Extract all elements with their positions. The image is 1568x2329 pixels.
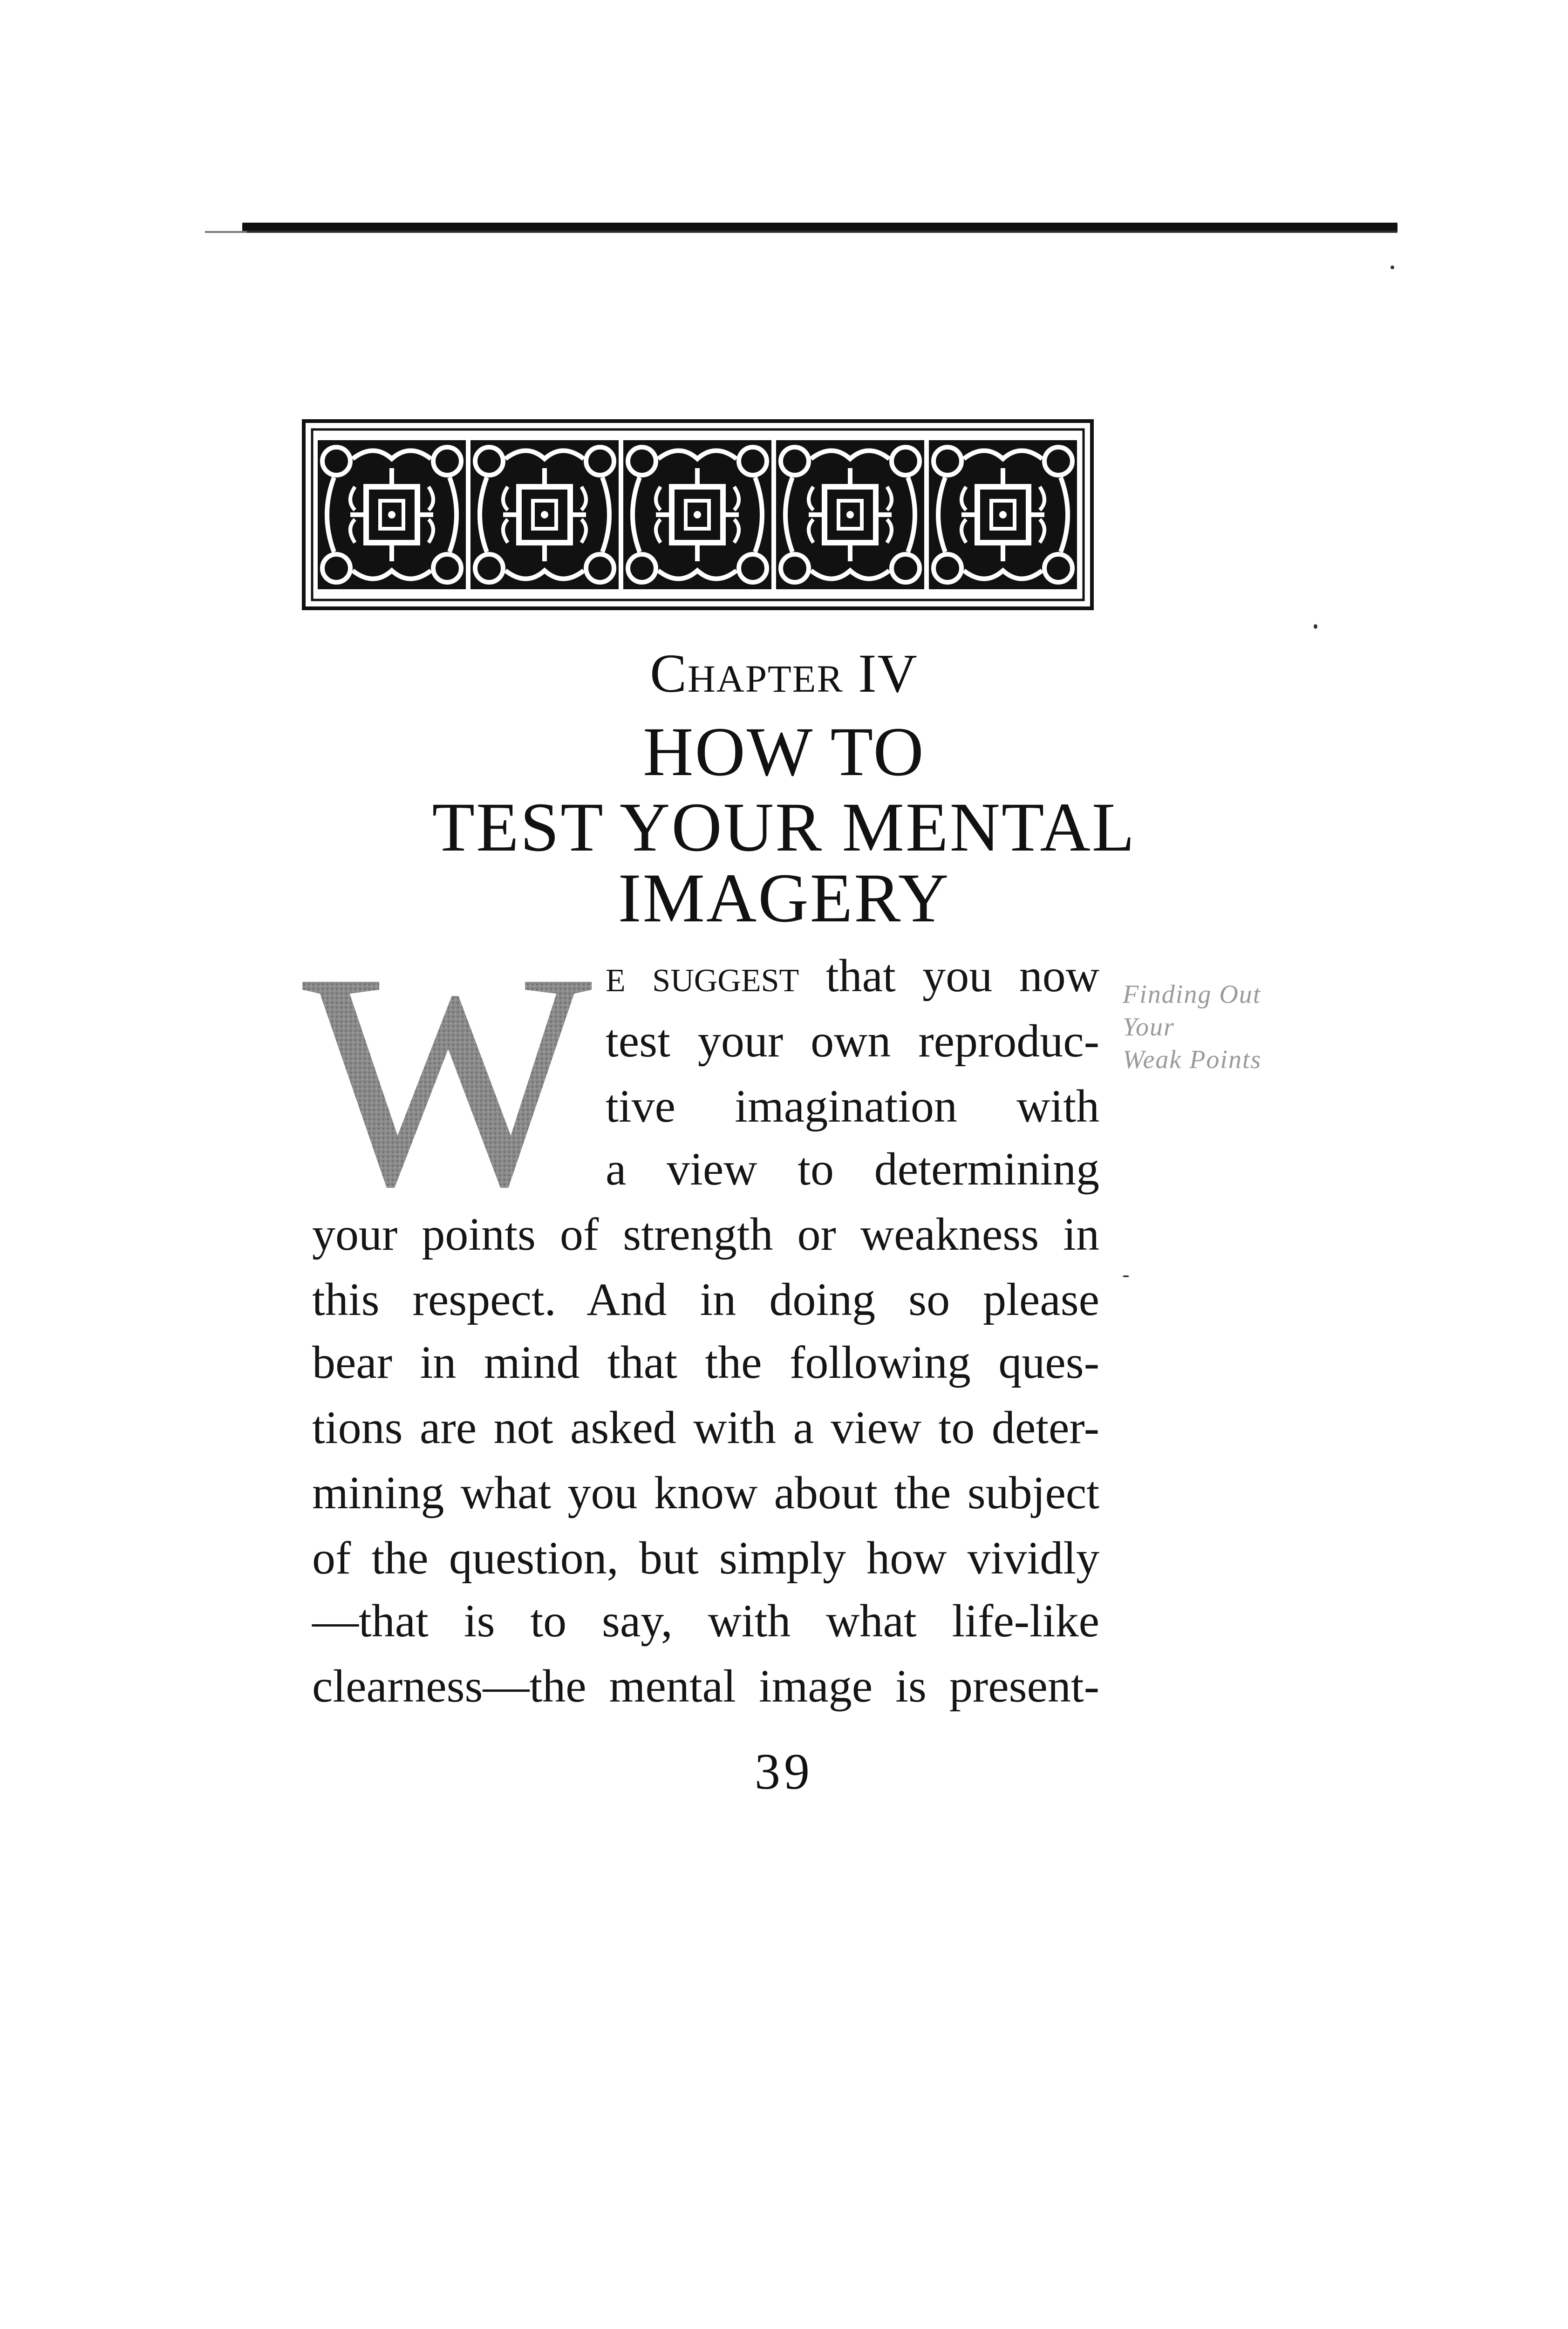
margin-note-line-1: Finding Out [1123,980,1261,1009]
page-number: 39 [755,1743,813,1800]
body-line-12: clearness—the mental image is present- [312,1660,1099,1712]
top-rule-tail [205,231,247,233]
decorative-ornament-band [302,419,1094,610]
chapter-label: Chapter IV [650,643,918,704]
margin-note-line-2: Your [1123,1013,1175,1042]
body-line-7: bear in mind that the following ques- [312,1336,1099,1388]
body-line-3: tive imagination with [606,1080,1099,1132]
top-rule [242,223,1398,233]
chapter-title-line-3: IMAGERY [618,859,950,937]
print-speck [1314,624,1317,629]
chapter-title-line-1: HOW TO [643,713,925,790]
margin-note [1123,978,1365,1076]
body-line-11: —that is to say, with what life-like [312,1595,1099,1647]
opening-words: e suggest [606,950,799,1001]
body-line-10: of the question, but simply how vividly [312,1532,1099,1584]
body-line-1-text: that you now [799,950,1100,1001]
body-line-4: a view to determining [606,1143,1099,1195]
body-line-2: test your own reproduc- [606,1015,1099,1067]
print-speck [1123,1275,1129,1277]
body-line-8: tions are not asked with a view to deter- [312,1402,1099,1453]
drop-cap-letter [298,941,596,1202]
svg-text:W: W [302,941,593,1202]
body-line-1 [606,948,1099,1004]
chapter-title-line-2: TEST YOUR MENTAL [432,789,1136,866]
margin-note-line-3: Weak Points [1123,1045,1262,1074]
body-line-6: this respect. And in doing so please [312,1273,1099,1325]
body-line-5: your points of strength or weakness in [312,1208,1099,1260]
print-speck [1391,266,1394,269]
body-line-9: mining what you know about the subject [312,1467,1099,1519]
